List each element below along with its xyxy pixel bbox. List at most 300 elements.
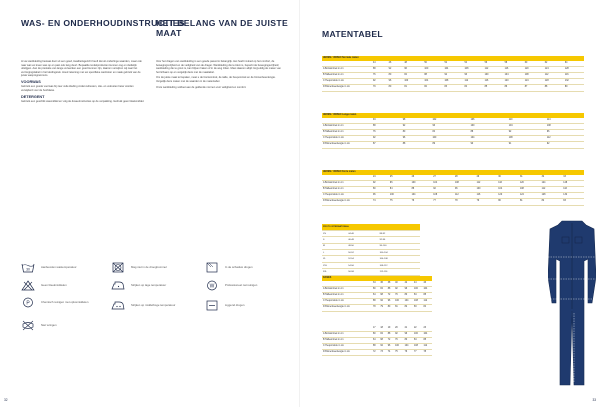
table-cell: 56-58 <box>347 269 378 275</box>
row-label: C Heupomtrek in cm <box>322 344 372 350</box>
table-cell: 116 <box>564 73 584 79</box>
size-table-long <box>322 113 584 149</box>
table-cell: 128 <box>544 79 564 85</box>
table-cell: 104 <box>497 187 519 193</box>
table-row <box>322 350 432 356</box>
table-row <box>322 305 432 311</box>
size-header-cell: 21 <box>404 326 413 332</box>
table-cell: 100 <box>413 287 422 293</box>
table-cell: 78 <box>422 350 432 356</box>
overall-illustration <box>548 217 596 387</box>
row-label: C Heupomtrek in cm <box>322 299 372 305</box>
table-cell: 108 <box>413 344 422 350</box>
table-cell: 84 <box>403 73 423 79</box>
table-heading: DAMES <box>322 276 432 281</box>
table-cell: 84 <box>389 187 411 193</box>
right-page <box>300 0 600 407</box>
size-table-short <box>322 170 584 206</box>
size-header-cell: 58 <box>504 61 524 67</box>
page-number-right: 33 <box>592 398 596 402</box>
table-cell: 112 <box>422 344 432 350</box>
size-header-cell: 38 <box>387 281 394 287</box>
table-cell: 88 <box>544 85 564 91</box>
table-cell: 112 <box>484 67 504 73</box>
table-cell: 104 <box>404 344 413 350</box>
care-icons-grid <box>21 252 291 392</box>
size-header-cell: 18 <box>379 326 386 332</box>
table-cell: 88 <box>422 338 432 344</box>
table-cell: 88 <box>470 130 508 136</box>
table-cell: 96 <box>372 193 389 199</box>
table-cell: 78 <box>372 305 379 311</box>
care-item: Niet wringen <box>21 320 97 331</box>
size-header-cell: 32 <box>541 175 563 181</box>
table-cell: 108-112 <box>379 262 420 268</box>
table-cell: 77 <box>413 350 422 356</box>
table-cell: 104 <box>422 287 432 293</box>
table-cell: 108 <box>413 299 422 305</box>
table-cell: 50-52 <box>347 250 378 256</box>
table-cell: 132 <box>562 193 584 199</box>
prewash-text: Gebruik een goede voorwas bij zeer vuile kleding zodat vuilresten, olie- en vetresten beter worden verwijderd voor de hoofdwas. <box>21 85 134 93</box>
size-header-cell: 25 <box>389 175 411 181</box>
size-table-normal <box>322 56 584 92</box>
table-cell: 80 <box>404 293 413 299</box>
table-cell: 52-54 <box>347 256 378 262</box>
care-item: Strijken op lage temperatuur <box>111 280 187 291</box>
care-item: Strijken op middelhoge temperatuur <box>111 300 187 311</box>
size-table-dames <box>322 276 432 312</box>
table-cell: 75 <box>394 350 403 356</box>
size-header-cell: 28 <box>454 175 476 181</box>
table-cell: 68 <box>379 338 386 344</box>
table-cell: 88 <box>372 124 402 130</box>
page-number-left: 32 <box>4 398 8 402</box>
table-cell: 76 <box>394 293 403 299</box>
table-cell: 72 <box>387 338 394 344</box>
svg-text:30: 30 <box>26 267 30 272</box>
table-cell: 96 <box>388 79 404 85</box>
table-cell: 83 <box>413 305 422 311</box>
size-text-column <box>156 60 284 91</box>
row-label: D Binnenbeenlengte in cm <box>322 199 372 205</box>
table-cell: 88-92 <box>379 230 420 236</box>
professional-wet-icon <box>205 280 219 291</box>
table-cell: 46-48 <box>347 237 378 243</box>
table-cell: 96 <box>404 287 413 293</box>
table-cell: 72 <box>372 350 379 356</box>
table-cell: 92 <box>432 187 454 193</box>
table-cell: 100 <box>476 187 498 193</box>
wash-text-column <box>21 60 146 106</box>
table-cell: 112 <box>464 79 484 85</box>
table-cell: 88 <box>372 67 388 73</box>
table-cell: 96 <box>546 130 584 136</box>
correct-size-title: HET BELANG VAN DE JUISTE MAAT <box>156 18 289 38</box>
table-cell: 74 <box>387 350 394 356</box>
care-item: W Professioneel nat reinigen <box>205 280 281 291</box>
table-cell: M <box>322 243 347 249</box>
table-cell: 79 <box>379 305 386 311</box>
table-cell: 96 <box>403 67 423 73</box>
row-label: A Borstomtrek in cm <box>322 287 372 293</box>
table-heading: PROTO INTERNATIONAL <box>322 224 420 230</box>
table-cell: 76 <box>372 73 388 79</box>
row-label: C Heupomtrek in cm <box>322 193 372 199</box>
size-table-title: MATENTABEL <box>322 29 383 39</box>
table-cell: 76 <box>394 338 403 344</box>
table-cell: 96 <box>464 73 484 79</box>
detergent-heading: DETERGENT <box>21 95 45 100</box>
table-cell: 104-108 <box>379 256 420 262</box>
size-header-cell: 62 <box>544 61 564 67</box>
table-cell: 88 <box>372 344 379 350</box>
table-cell: 124 <box>524 79 544 85</box>
row-label: B Tailleomtrek in cm <box>322 293 372 299</box>
table-cell: 116 <box>497 181 519 187</box>
table-cell: 104 <box>411 193 433 199</box>
table-cell: 112 <box>544 73 564 79</box>
table-cell: 81 <box>403 85 423 91</box>
size-header-cell: 36 <box>379 281 386 287</box>
care-item: In de schaduw drogen <box>205 262 281 273</box>
table-cell: 84 <box>413 338 422 344</box>
table-cell: 120 <box>497 193 519 199</box>
table-cell: 88 <box>387 332 394 338</box>
size-norm-text: Onze werkkleding voldoet aan de geldende normen voor veiligheid en comfort. <box>156 85 247 89</box>
table-cell: 80 <box>388 85 404 91</box>
table-cell: 81 <box>394 305 403 311</box>
size-header-cell: 17 <box>372 326 379 332</box>
size-header-cell: 33 <box>562 175 584 181</box>
table-cell: 104 <box>443 67 463 73</box>
shade-dry-icon <box>205 262 219 273</box>
table-cell: 120 <box>519 181 541 187</box>
table-cell: 88 <box>423 73 443 79</box>
table-cell: 76 <box>372 130 402 136</box>
table-cell: 84 <box>432 130 470 136</box>
size-header-cell: 60 <box>524 61 544 67</box>
size-header-cell: 26 <box>411 175 433 181</box>
size-header-cell: 48 <box>403 61 423 67</box>
table-cell: 82 <box>423 85 443 91</box>
table-heading: HEREN / UNISEX Normale maten <box>322 56 584 61</box>
table-cell: 112 <box>541 187 563 193</box>
size-header-cell: 30 <box>497 175 519 181</box>
wash-intro-text: Al uw werkkleding bestaat door uit een goed, kwaliteitsgericht heeft dat uit onderlinge waarden, maar ook naar wat uw leven was op en past ook lang duurt. Bepaalde textielproducten kunnen oog en duidelijk uitstijgen. Aan de prestatie van lange verwerken een goed kunnen zijn, daarom verwijzen wij naar het verzorgingslabel in het kledingstuk. Houd rekening met uw specifieke werkvloer en maak gebruik van de juiste wasprogramma's. <box>21 60 142 78</box>
table-cell: 96 <box>432 124 470 130</box>
row-label: D Binnenbeenlengte in cm <box>322 142 372 148</box>
table-cell: 108 <box>508 136 546 142</box>
care-item: Liggend drogen <box>205 300 281 311</box>
table-cell: 84 <box>422 305 432 311</box>
size-header-cell: 114 <box>546 118 584 124</box>
row-label: B Tailleomtrek in cm <box>322 130 372 136</box>
table-cell: 96-100 <box>379 243 420 249</box>
table-cell: 77 <box>432 199 454 205</box>
size-header-cell: 34 <box>372 281 379 287</box>
size-header-cell: 46 <box>422 281 432 287</box>
size-header-cell: 52 <box>443 61 463 67</box>
table-cell: 48-50 <box>347 243 378 249</box>
iron-dot-icon <box>111 300 125 311</box>
care-item: 30 Aanbevolen wastemperatuur <box>21 262 97 273</box>
table-cell: 78 <box>454 199 476 205</box>
table-cell: 3XL <box>322 269 347 275</box>
table-cell: 112-116 <box>379 269 420 275</box>
table-cell: 54-56 <box>347 262 378 268</box>
table-cell: 104 <box>404 299 413 305</box>
table-cell: 88 <box>411 187 433 193</box>
table-cell: 92 <box>379 344 386 350</box>
size-header-cell: 94 <box>372 118 402 124</box>
table-heading: HEREN / UNISEX Korte maten <box>322 170 584 175</box>
table-row <box>322 199 584 205</box>
overall-figure <box>548 217 596 387</box>
iron-icon <box>111 280 125 291</box>
table-cell: 92 <box>372 79 388 85</box>
table-cell: 108 <box>519 187 541 193</box>
table-cell: XXL <box>322 262 347 268</box>
table-cell: 87 <box>524 85 544 91</box>
table-cell: 83 <box>562 199 584 205</box>
table-cell: 80 <box>404 338 413 344</box>
table-cell: 100 <box>389 193 411 199</box>
table-cell: 100 <box>413 332 422 338</box>
table-cell: 96 <box>387 344 394 350</box>
table-cell: 80 <box>388 73 404 79</box>
table-cell: 79 <box>372 85 388 91</box>
table-cell: 116 <box>562 187 584 193</box>
table-cell: 96 <box>389 181 411 187</box>
table-cell: 87 <box>372 142 402 148</box>
table-cell: 104 <box>508 124 546 130</box>
table-cell: 104 <box>422 332 432 338</box>
table-cell: 88 <box>422 293 432 299</box>
table-cell: 91 <box>508 142 546 148</box>
table-cell: 96 <box>387 299 394 305</box>
table-cell: 112 <box>454 193 476 199</box>
svg-text:W: W <box>209 283 215 290</box>
table-cell: 80 <box>402 130 432 136</box>
size-header-cell: 19 <box>387 326 394 332</box>
table-cell: 116 <box>484 79 504 85</box>
size-measure-text: Om de juiste maat te bepalen, meet u de borstomtrek, de taille, de heupomtrek en de binnenbeenlengte. Vergelijk deze maten met de waarden in de matentabel. <box>156 76 276 83</box>
care-item: Geen bleekmiddelen <box>21 280 97 291</box>
table-cell: 104 <box>504 73 524 79</box>
table-cell: 112 <box>546 136 584 142</box>
wash-instructions-title: WAS- EN ONDERHOUDINSTRUCTIES <box>21 18 185 28</box>
size-header-cell: 44 <box>372 61 388 67</box>
table-cell: 128 <box>541 193 563 199</box>
size-header-cell: 42 <box>404 281 413 287</box>
table-cell: 96 <box>402 136 432 142</box>
table-cell: 80 <box>372 187 389 193</box>
size-header-cell: 44 <box>413 281 422 287</box>
table-cell: L <box>322 250 347 256</box>
table-cell: 84 <box>413 293 422 299</box>
table-cell: 100 <box>470 124 508 130</box>
table-cell: 116 <box>504 67 524 73</box>
table-cell: 92 <box>394 287 403 293</box>
table-cell: 84 <box>379 287 386 293</box>
size-header-cell: 31 <box>519 175 541 181</box>
no-wring-icon <box>21 320 35 331</box>
table-cell: 108 <box>443 79 463 85</box>
table-cell: 80 <box>497 199 519 205</box>
table-cell: 89 <box>432 142 470 148</box>
table-row <box>322 269 420 275</box>
size-intro-text: Voor het dragen van werkkleding is een goede pasvorm belangrijk. Het heeft invloed op het comfort, de bewegingsvrijheid en de veiligheid van de drager. Werkkleding die te klein is, beperkt de bewegingsvrijheid; werkkleding die te groot is, kan blijven haken of in de weg zitten. Meet daarom altijd zorgvuldig de maten van het lichaam op en vergelijk deze met de maattabel. <box>156 60 281 74</box>
table-cell: 88 <box>372 299 379 305</box>
table-cell: 112 <box>422 299 432 305</box>
row-label: C Heupomtrek in cm <box>322 136 372 142</box>
table-cell: 100 <box>411 181 433 187</box>
table-cell: 82 <box>404 305 413 311</box>
table-cell: 108 <box>524 73 544 79</box>
care-item: P Chemisch reinigen met oplosmiddelen <box>21 297 97 308</box>
table-cell: 92-96 <box>379 237 420 243</box>
size-header-cell: 54 <box>464 61 484 67</box>
table-cell: XS <box>322 230 347 236</box>
size-header-cell: 27 <box>432 175 454 181</box>
table-cell: 92 <box>372 181 389 187</box>
row-label: B Tailleomtrek in cm <box>322 338 372 344</box>
row-label: A Borstomtrek in cm <box>322 181 372 187</box>
table-cell: 75 <box>389 199 411 205</box>
no-bleach-icon <box>21 280 35 291</box>
table-cell: 104 <box>423 79 443 85</box>
table-cell: 116 <box>476 193 498 199</box>
table-cell: 100 <box>403 79 423 85</box>
size-header-cell: 50 <box>423 61 443 67</box>
table-cell: 92 <box>394 332 403 338</box>
international-size-table <box>322 224 420 276</box>
table-cell: 88 <box>387 287 394 293</box>
size-table-dames-2 <box>322 326 432 356</box>
size-header-cell: 22 <box>413 326 422 332</box>
table-cell: 100 <box>484 73 504 79</box>
table-cell: 112 <box>476 181 498 187</box>
table-cell: XL <box>322 256 347 262</box>
dryclean-p-icon <box>21 297 35 308</box>
table-cell: 120 <box>504 79 524 85</box>
wash-30-icon <box>21 262 35 273</box>
table-cell: 132 <box>564 79 584 85</box>
size-header-cell: 40 <box>394 281 403 287</box>
row-label: B Tailleomtrek in cm <box>322 73 372 79</box>
table-cell: 92 <box>508 130 546 136</box>
table-cell: 80 <box>387 305 394 311</box>
table-cell: S <box>322 237 347 243</box>
table-cell: 92 <box>402 124 432 130</box>
table-cell: 84 <box>464 85 484 91</box>
row-label: C Heupomtrek in cm <box>322 79 372 85</box>
row-label: B Tailleomtrek in cm <box>322 187 372 193</box>
table-cell: 100-104 <box>379 250 420 256</box>
table-cell: 83 <box>443 85 463 91</box>
size-header-cell: 64 <box>564 61 584 67</box>
table-cell: 120 <box>524 67 544 73</box>
row-label: A Borstomtrek in cm <box>322 67 372 73</box>
table-cell: 100 <box>423 67 443 73</box>
table-cell: 100 <box>432 136 470 142</box>
table-cell: 128 <box>562 181 584 187</box>
table-cell: 68 <box>379 293 386 299</box>
table-cell: 104 <box>470 136 508 142</box>
table-cell: 92 <box>379 299 386 305</box>
tumble-dry-icon <box>111 262 125 273</box>
size-header-cell: 29 <box>476 175 498 181</box>
table-cell: 74 <box>372 199 389 205</box>
size-header-cell: 24 <box>372 175 389 181</box>
table-cell: 92 <box>388 67 404 73</box>
size-header-cell: 56 <box>484 61 504 67</box>
table-cell: 81 <box>519 199 541 205</box>
table-cell: 88 <box>402 142 432 148</box>
table-cell: 85 <box>484 85 504 91</box>
row-label: D Binnenbeenlengte in cm <box>322 85 372 91</box>
table-row <box>322 85 584 91</box>
table-cell: 100 <box>394 299 403 305</box>
row-label: D Binnenbeenlengte in cm <box>322 305 372 311</box>
table-heading: HEREN / UNISEX Lange maten <box>322 113 584 118</box>
table-cell: 64 <box>372 338 379 344</box>
size-header-cell: 102 <box>432 118 470 124</box>
size-header-cell: 110 <box>508 118 546 124</box>
detergent-text: Gebruik een geschikt wasmiddel en volg de doseerinstructies op de verpakking. Gebruik geen bleekmiddel. <box>21 100 145 104</box>
table-cell: 92 <box>443 73 463 79</box>
size-header-cell: 20 <box>394 326 403 332</box>
table-cell: 96 <box>404 332 413 338</box>
table-cell: 80 <box>372 332 379 338</box>
table-cell: 124 <box>519 193 541 199</box>
size-header-cell: 98 <box>402 118 432 124</box>
table-cell: 73 <box>379 350 386 356</box>
table-cell: 124 <box>544 67 564 73</box>
table-cell: 82 <box>541 199 563 205</box>
table-cell: 76 <box>411 199 433 205</box>
table-cell: 72 <box>387 293 394 299</box>
size-header-cell: 46 <box>388 61 404 67</box>
table-cell: 86 <box>504 85 524 91</box>
table-cell: 104 <box>432 181 454 187</box>
table-cell: 44-46 <box>347 230 378 236</box>
svg-text:P: P <box>26 300 30 307</box>
table-cell: 92 <box>546 142 584 148</box>
row-label: A Borstomtrek in cm <box>322 332 372 338</box>
line-dry-icon <box>205 300 219 311</box>
row-label: D Binnenbeenlengte in cm <box>322 350 372 356</box>
table-cell: 96 <box>454 187 476 193</box>
table-cell: 92 <box>372 136 402 142</box>
table-cell: 76 <box>404 350 413 356</box>
table-cell: 89 <box>564 85 584 91</box>
table-cell: 108 <box>464 67 484 73</box>
table-cell: 128 <box>564 67 584 73</box>
table-cell: 84 <box>379 332 386 338</box>
prewash-heading: VOORWAS <box>21 80 41 85</box>
table-cell: 100 <box>394 344 403 350</box>
table-row <box>322 142 584 148</box>
care-item: Mag niet in de droogtrommel <box>111 262 187 273</box>
size-header-cell: 106 <box>470 118 508 124</box>
table-cell: 108 <box>454 181 476 187</box>
table-cell: 90 <box>470 142 508 148</box>
table-cell: 124 <box>541 181 563 187</box>
size-header-cell: 23 <box>422 326 432 332</box>
table-cell: 64 <box>372 293 379 299</box>
